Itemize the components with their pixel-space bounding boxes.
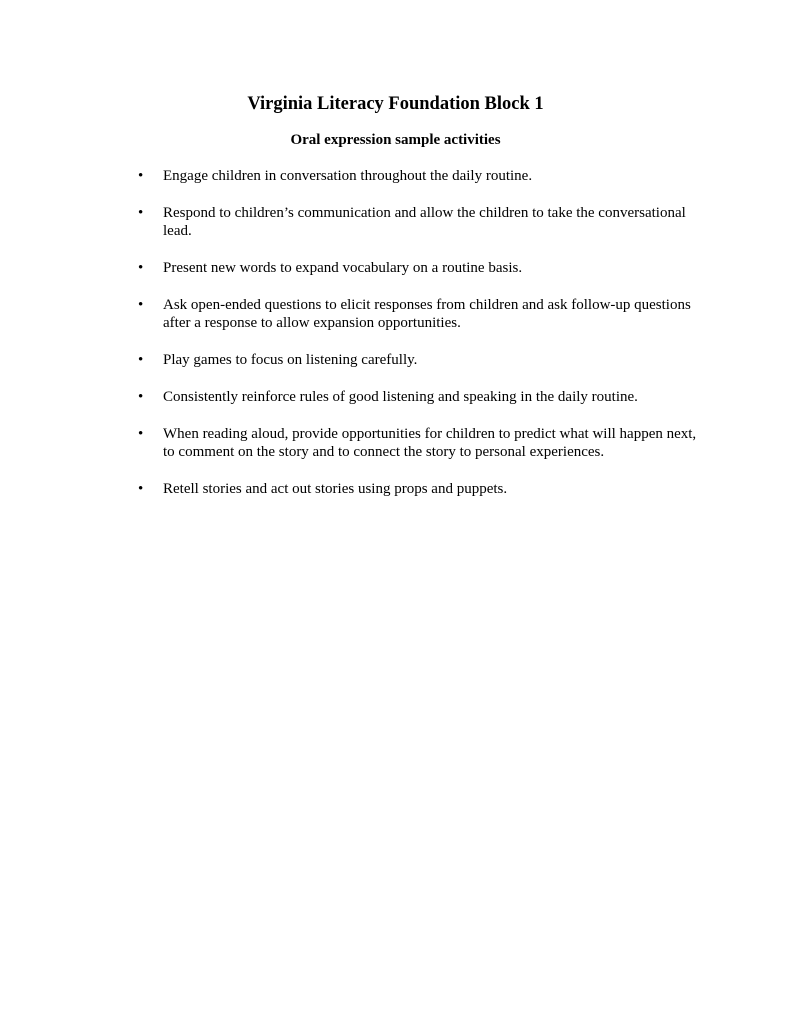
document-title: Virginia Literacy Foundation Block 1 [247, 94, 544, 114]
bullet-icon: • [138, 260, 144, 276]
bullet-icon: • [138, 168, 144, 184]
list-item-text: Retell stories and act out stories using props and puppets. [163, 481, 508, 497]
list-item [138, 167, 698, 185]
list-item-text: When reading aloud, provide opportunities for children to predict what will happen next, to comment on the story and to connect the story to personal experiences. [163, 426, 697, 460]
document-subtitle: Oral expression sample activities [290, 132, 501, 148]
list-item-text: Present new words to expand vocabulary on a routine basis. [163, 260, 523, 276]
list-item [138, 480, 698, 498]
list-item-text: Respond to children’s communication and allow the children to take the conversational lead. [163, 205, 686, 239]
activity-list [138, 167, 698, 517]
list-item [138, 388, 698, 406]
list-item [138, 259, 698, 277]
list-item-text: Ask open-ended questions to elicit responses from children and ask follow-up questions after a response to allow expansion opportunities. [163, 297, 691, 331]
bullet-icon: • [138, 297, 144, 313]
bullet-icon: • [138, 426, 144, 442]
list-item [138, 425, 698, 461]
bullet-icon: • [138, 481, 144, 497]
list-item [138, 351, 698, 369]
list-item-text: Consistently reinforce rules of good listening and speaking in the daily routine. [163, 389, 638, 405]
list-item-text: Engage children in conversation throughout the daily routine. [163, 168, 533, 184]
bullet-icon: • [138, 389, 144, 405]
list-item [138, 204, 698, 240]
list-item-text: Play games to focus on listening carefully. [163, 352, 418, 368]
bullet-icon: • [138, 205, 144, 221]
bullet-icon: • [138, 352, 144, 368]
list-item [138, 296, 698, 332]
